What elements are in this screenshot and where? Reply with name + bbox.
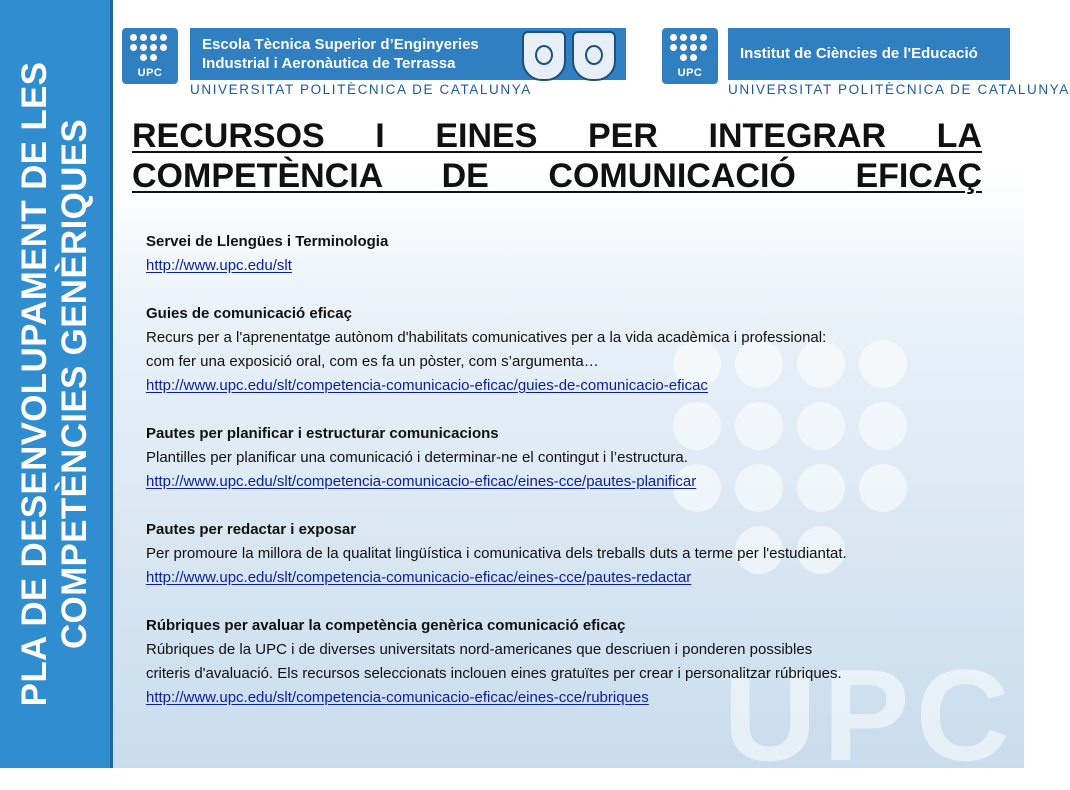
resource-section [146, 302, 1006, 398]
upc-mark-label: UPC [137, 67, 163, 79]
section-heading: Servei de Llengües i Terminologia [146, 233, 389, 250]
section-heading: Rúbriques per avaluar la competència genèrica comunicació eficaç [146, 617, 626, 634]
resource-link[interactable]: http://www.upc.edu/slt/competencia-comunicacio-eficac/eines-cce/rubriques [146, 689, 649, 706]
section-description: Rúbriques de la UPC i de diverses universitats nord-americanes que descriuen i ponderen possibles [146, 641, 813, 658]
etseiat-banner [190, 28, 626, 80]
etseiat-name-line-1: Escola Tècnica Superior d’Enginyeries [202, 36, 479, 53]
upc-mark-label: UPC [677, 67, 703, 79]
ice-banner [728, 28, 1010, 80]
resource-link[interactable]: http://www.upc.edu/slt [146, 257, 292, 274]
section-description: Plantilles per planificar una comunicació i determinar-ne el contingut i l’estructura. [146, 449, 688, 466]
university-name: UNIVERSITAT POLITÈCNICA DE CATALUNYA [190, 82, 532, 97]
upc-logo-icon [662, 28, 718, 84]
resource-link[interactable]: http://www.upc.edu/slt/competencia-comunicacio-eficac/eines-cce/pautes-planificar [146, 473, 697, 490]
section-heading: Pautes per planificar i estructurar comunicacions [146, 425, 499, 442]
resource-section [146, 518, 1006, 590]
resource-link[interactable]: http://www.upc.edu/slt/competencia-comunicacio-eficac/eines-cce/pautes-redactar [146, 569, 692, 586]
title-line-1: RECURSOS I EINES PER INTEGRAR LA [132, 117, 982, 155]
resource-link[interactable]: http://www.upc.edu/slt/competencia-comunicacio-eficac/guies-de-comunicacio-eficac [146, 377, 708, 394]
section-description: com fer una exposició oral, com es fa un pòster, com s’argumenta… [146, 353, 599, 370]
resource-section [146, 422, 1006, 494]
section-heading: Guies de comunicació eficaç [146, 305, 352, 322]
crest-icon [522, 31, 566, 81]
university-name: UNIVERSITAT POLITÈCNICA DE CATALUNYA [728, 82, 1070, 97]
section-description: Recurs per a l'aprenentatge autònom d'habilitats comunicatives per a la vida acadèmica i professional: [146, 329, 827, 346]
page-title [132, 116, 982, 196]
resource-section [146, 614, 1006, 710]
side-banner-text [15, 4, 95, 764]
section-description: Per promoure la millora de la qualitat lingüística i comunicativa dels treballs duts a terme per l'estudiantat. [146, 545, 847, 562]
side-banner [0, 0, 113, 768]
title-line-2: COMPETÈNCIA DE COMUNICACIÓ EFICAÇ [132, 157, 982, 195]
upc-logo-icon [122, 28, 178, 84]
watermark-text: UPC [723, 642, 1016, 788]
section-heading: Pautes per redactar i exposar [146, 521, 357, 538]
crest-icon [572, 31, 616, 81]
ice-name: Institut de Ciències de l'Educació [740, 45, 978, 62]
side-banner-line-2: COMPETÈNCIES GENÈRIQUES [55, 118, 94, 650]
side-banner-line-1: PLA DE DESENVOLUPAMENT DE LES [15, 61, 54, 707]
resource-list [146, 230, 1006, 710]
section-description: criteris d'avaluació. Els recursos seleccionats inclouen eines gratuïtes per crear i personalitzar rúbriques. [146, 665, 842, 682]
etseiat-name-line-2: Industrial i Aeronàutica de Terrassa [202, 55, 456, 72]
resource-section [146, 230, 1006, 278]
